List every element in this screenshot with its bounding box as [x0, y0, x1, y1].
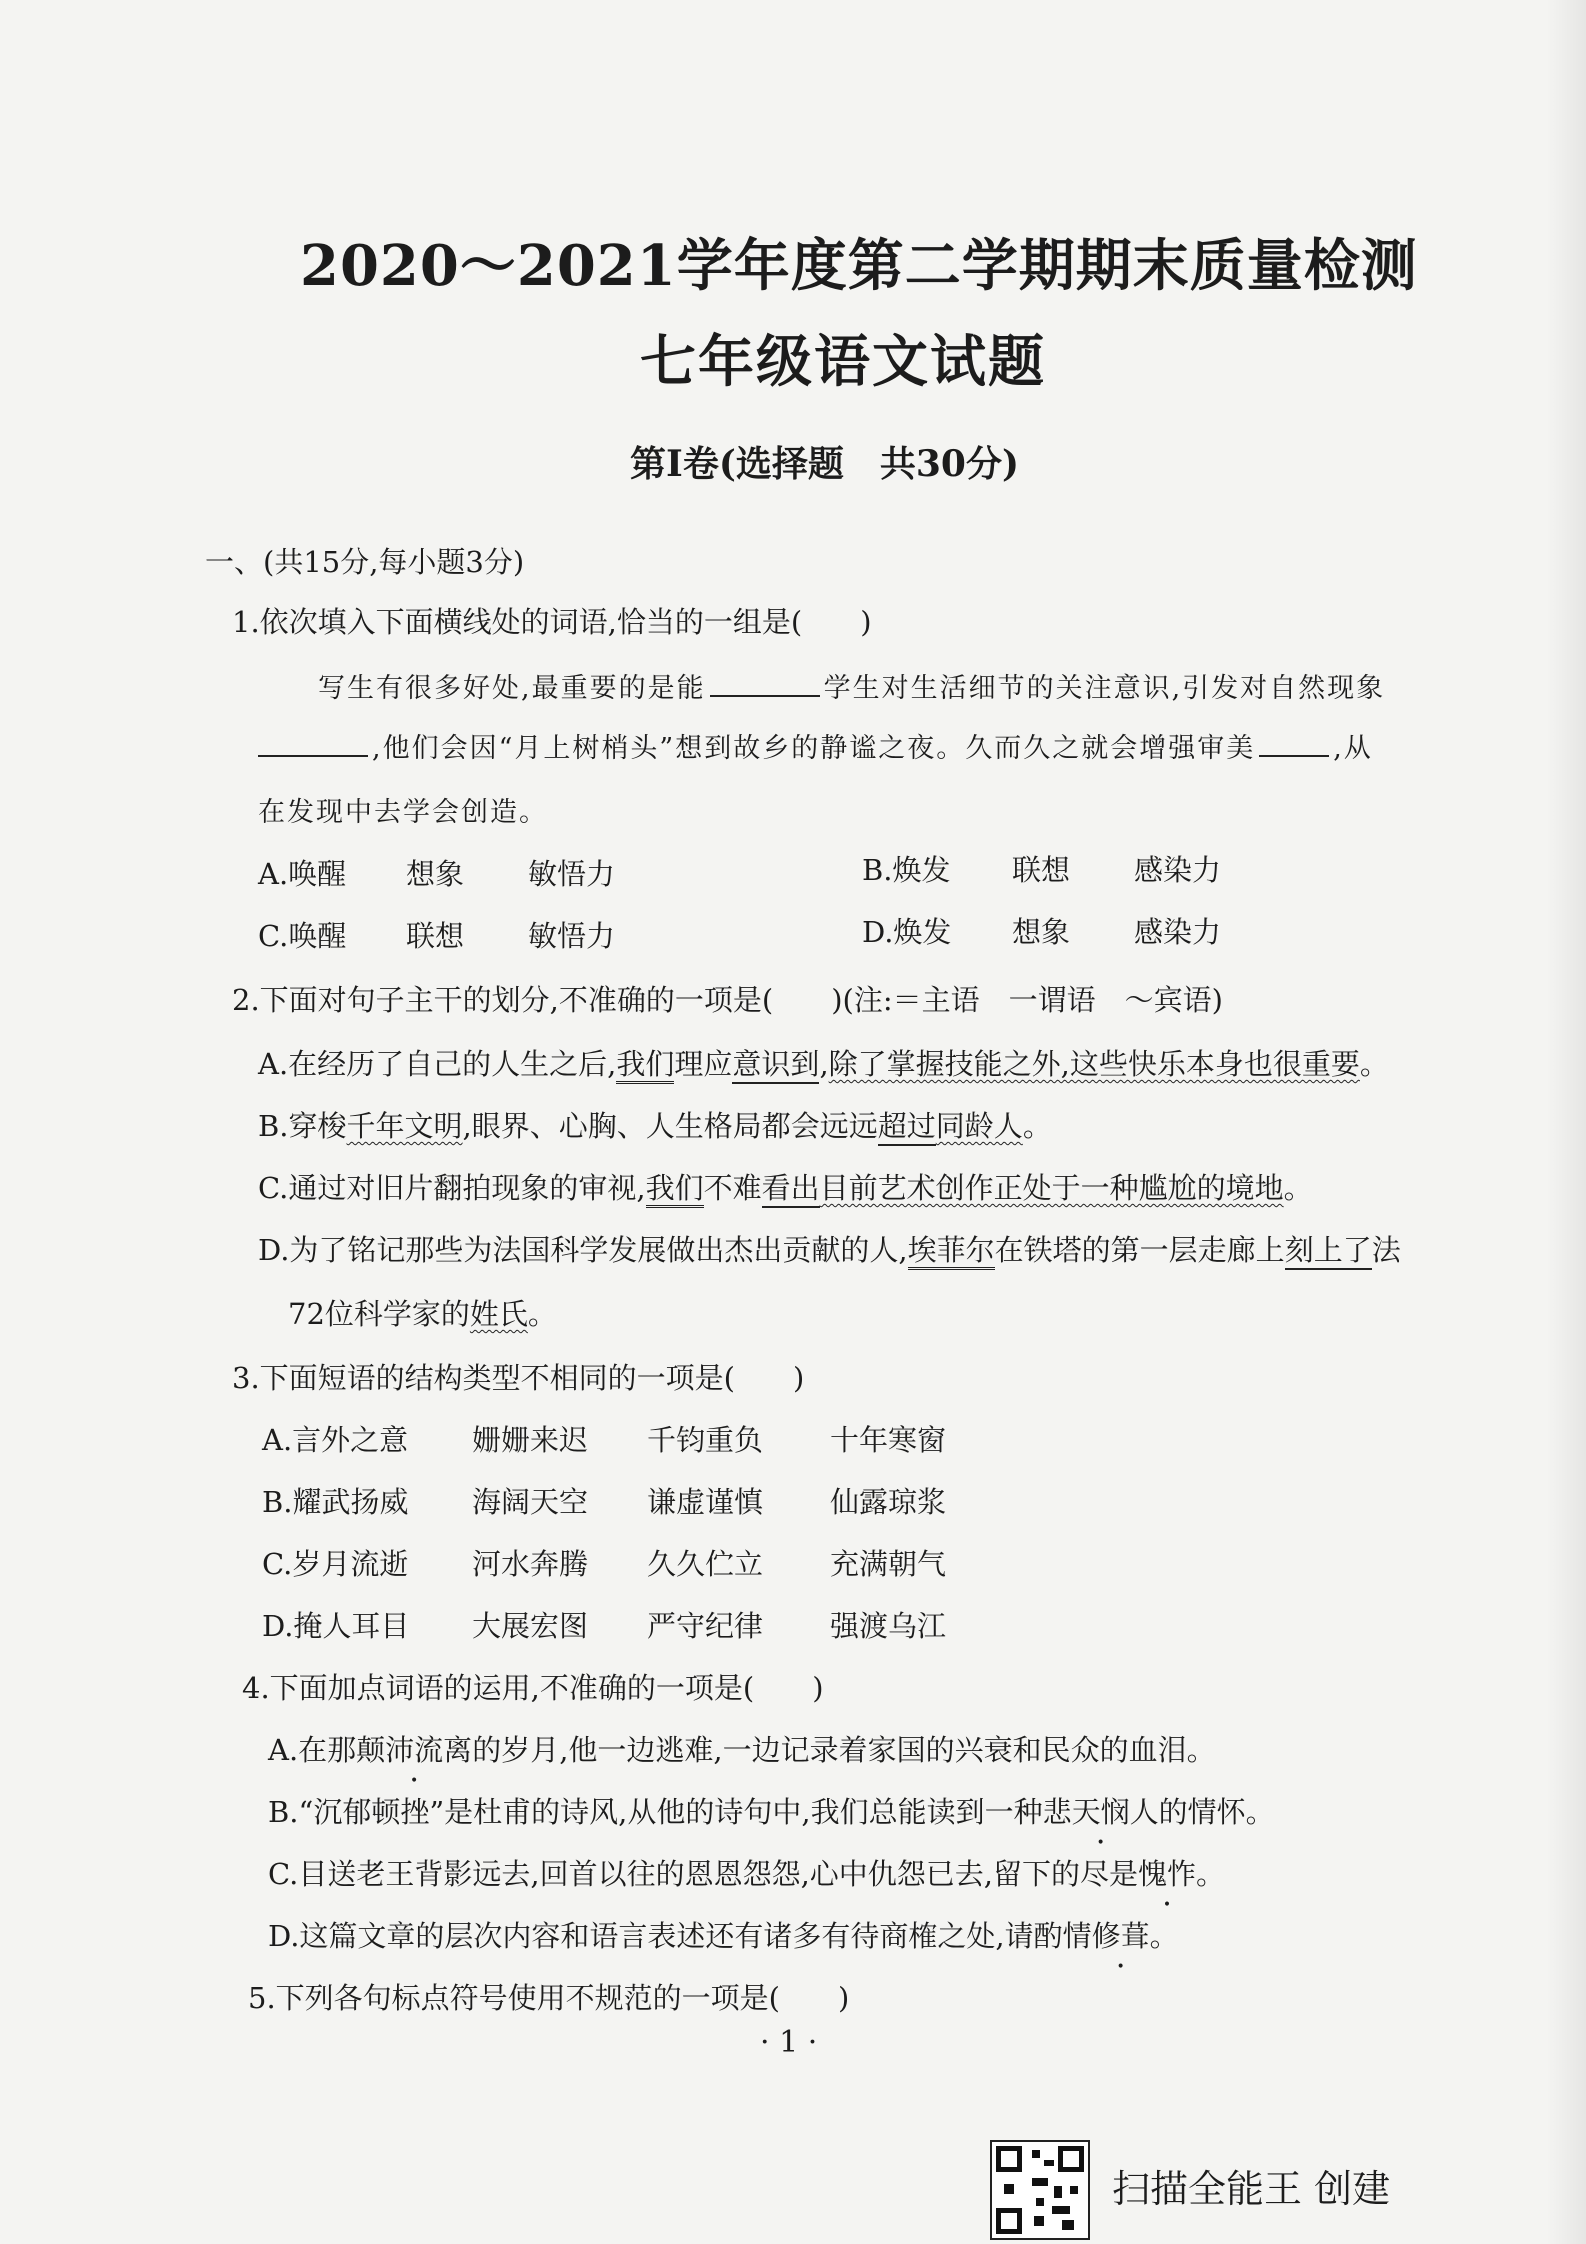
q2-option-a: A.在经历了自己的人生之后,我们理应意识到,除了掌握技能之外,这些快乐本身也很重要。	[258, 1042, 1389, 1083]
page-edge-shadow	[1546, 0, 1586, 2244]
q4-option-c: C.目送老王背影远去,回首以往的恩恩怨怨,心中仇怨已去,留下的尽是愧怍。	[268, 1857, 1226, 1891]
volume-heading: 第Ⅰ卷(选择题 共30分)	[630, 443, 1020, 485]
question-1-passage-line1: 写生有很多好处,最重要的是能 学生对生活细节的关注意识,引发对自然现象	[318, 673, 1386, 704]
q4-option-b: B.“沉郁顿挫”是杜甫的诗风,从他的诗句中,我们总能读到一种悲天悯人的情怀。	[268, 1795, 1275, 1829]
qr-code-icon	[990, 2140, 1090, 2240]
q2-option-b: B.穿梭千年文明,眼界、心胸、人生格局都会远远超过同龄人。	[258, 1104, 1052, 1145]
question-1-passage-line2: ,他们会因“月上树梢头”想到故乡的静谧之夜。久而久之就会增强审美 ,从	[258, 726, 1373, 765]
q2-option-c: C.通过对旧片翻拍现象的审视,我们不难看出目前艺术创作正处于一种尴尬的境地。	[258, 1166, 1313, 1207]
exam-title: 2020～2021学年度第二学期期末质量检测	[300, 233, 1418, 299]
q4-option-a: A.在那颠沛流离的岁月,他一边逃难,一边记录着家国的兴衰和民众的血泪。	[268, 1733, 1216, 1767]
blank-2	[258, 754, 368, 757]
q2-option-d: D.为了铭记那些为法国科学发展做出杰出贡献的人,埃菲尔在铁塔的第一层走廊上刻上了法	[258, 1228, 1401, 1269]
blank-1	[710, 694, 820, 697]
q4-option-d: D.这篇文章的层次内容和语言表述还有诸多有待商榷之处,请酌情修葺。	[268, 1919, 1179, 1953]
question-2-stem: 2.下面对句子主干的划分,不准确的一项是( )(注:＝主语 一谓语 ～宾语)	[232, 983, 1223, 1017]
page-number: · 1 ·	[760, 2025, 818, 2060]
exam-page: 2020～2021学年度第二学期期末质量检测 七年级语文试题 第Ⅰ卷(选择题 共30分) 一、(共15分,每小题3分) 1.依次填入下面横线处的词语,恰当的一组是( ) 写生有很多好处,最重要的是能 学生对生活细节的关注意识,引发对自然现象 ,他们会因“月上树梢头”想到故乡的静谧之夜。久而久之就会增强审美 ,从 在发现中去学会创造。 A.唤醒 想象 敏悟力 B.焕发 联想 感染力 C.唤醒 联想 敏悟力 D.焕发 想象 感染力 2.下面对句子主干的划分,不准确的一项是( )(注:＝主语 一谓语 ～宾语) A.在经历了自己的人生之后,我们理应意识到,除了掌握技能之外,这些快乐本身也很重要。 B.穿梭千年文明,眼界、心胸、人生格局都会远远超过同龄人。 C.通过对旧片翻拍现象的审视,我们不难看出目前艺术创作正处于一种尴尬的境地。 D.为了铭记那些为法国科学发展做出杰出贡献的人,埃菲尔在铁塔的第一层走廊上刻上了法 72位科学家的姓氏。 3.下面短语的结构类型不相同的一项是( ) A.言外之意 姗姗来迟 千钧重负 十年寒窗 B.耀武扬威 海阔天空 谦虚谨慎 仙露琼浆 C.岁月流逝 河水奔腾 久久伫立 充满朝气 D.掩人耳目 大展宏图 严守纪律 强渡乌江 4.下面加点词语的运用,不准确的一项是( ) A.在那颠沛流离的岁月,他一边逃难,一边记录着家国的兴衰和民众的血泪。 B.“沉郁顿挫”是杜甫的诗风,从他的诗句中,我们总能读到一种悲天悯人的情怀。 C.目送老王背影远去,回首以往的恩恩怨怨,心中仇怨已去,留下的尽是愧怍。 D.这篇文章的层次内容和语言表述还有诸多有待商榷之处,请酌情修葺。 5.下列各句标点符号使用不规范的一项是( ) · 1 · 扫描全能王 创建	[0, 0, 1586, 2244]
scanner-watermark: 扫描全能王 创建	[1112, 2167, 1391, 2211]
question-1-passage-line3: 在发现中去学会创造。	[258, 797, 548, 828]
exam-subtitle: 七年级语文试题	[640, 329, 1046, 395]
section-heading: 一、(共15分,每小题3分)	[205, 545, 525, 579]
question-5-stem: 5.下列各句标点符号使用不规范的一项是( )	[248, 1981, 850, 2015]
blank-3	[1259, 754, 1329, 757]
question-4-stem: 4.下面加点词语的运用,不准确的一项是( )	[242, 1671, 824, 1705]
question-1-stem: 1.依次填入下面横线处的词语,恰当的一组是( )	[232, 605, 872, 639]
question-3-stem: 3.下面短语的结构类型不相同的一项是( )	[232, 1361, 805, 1395]
q2-option-d-cont: 72位科学家的姓氏。	[288, 1297, 557, 1331]
